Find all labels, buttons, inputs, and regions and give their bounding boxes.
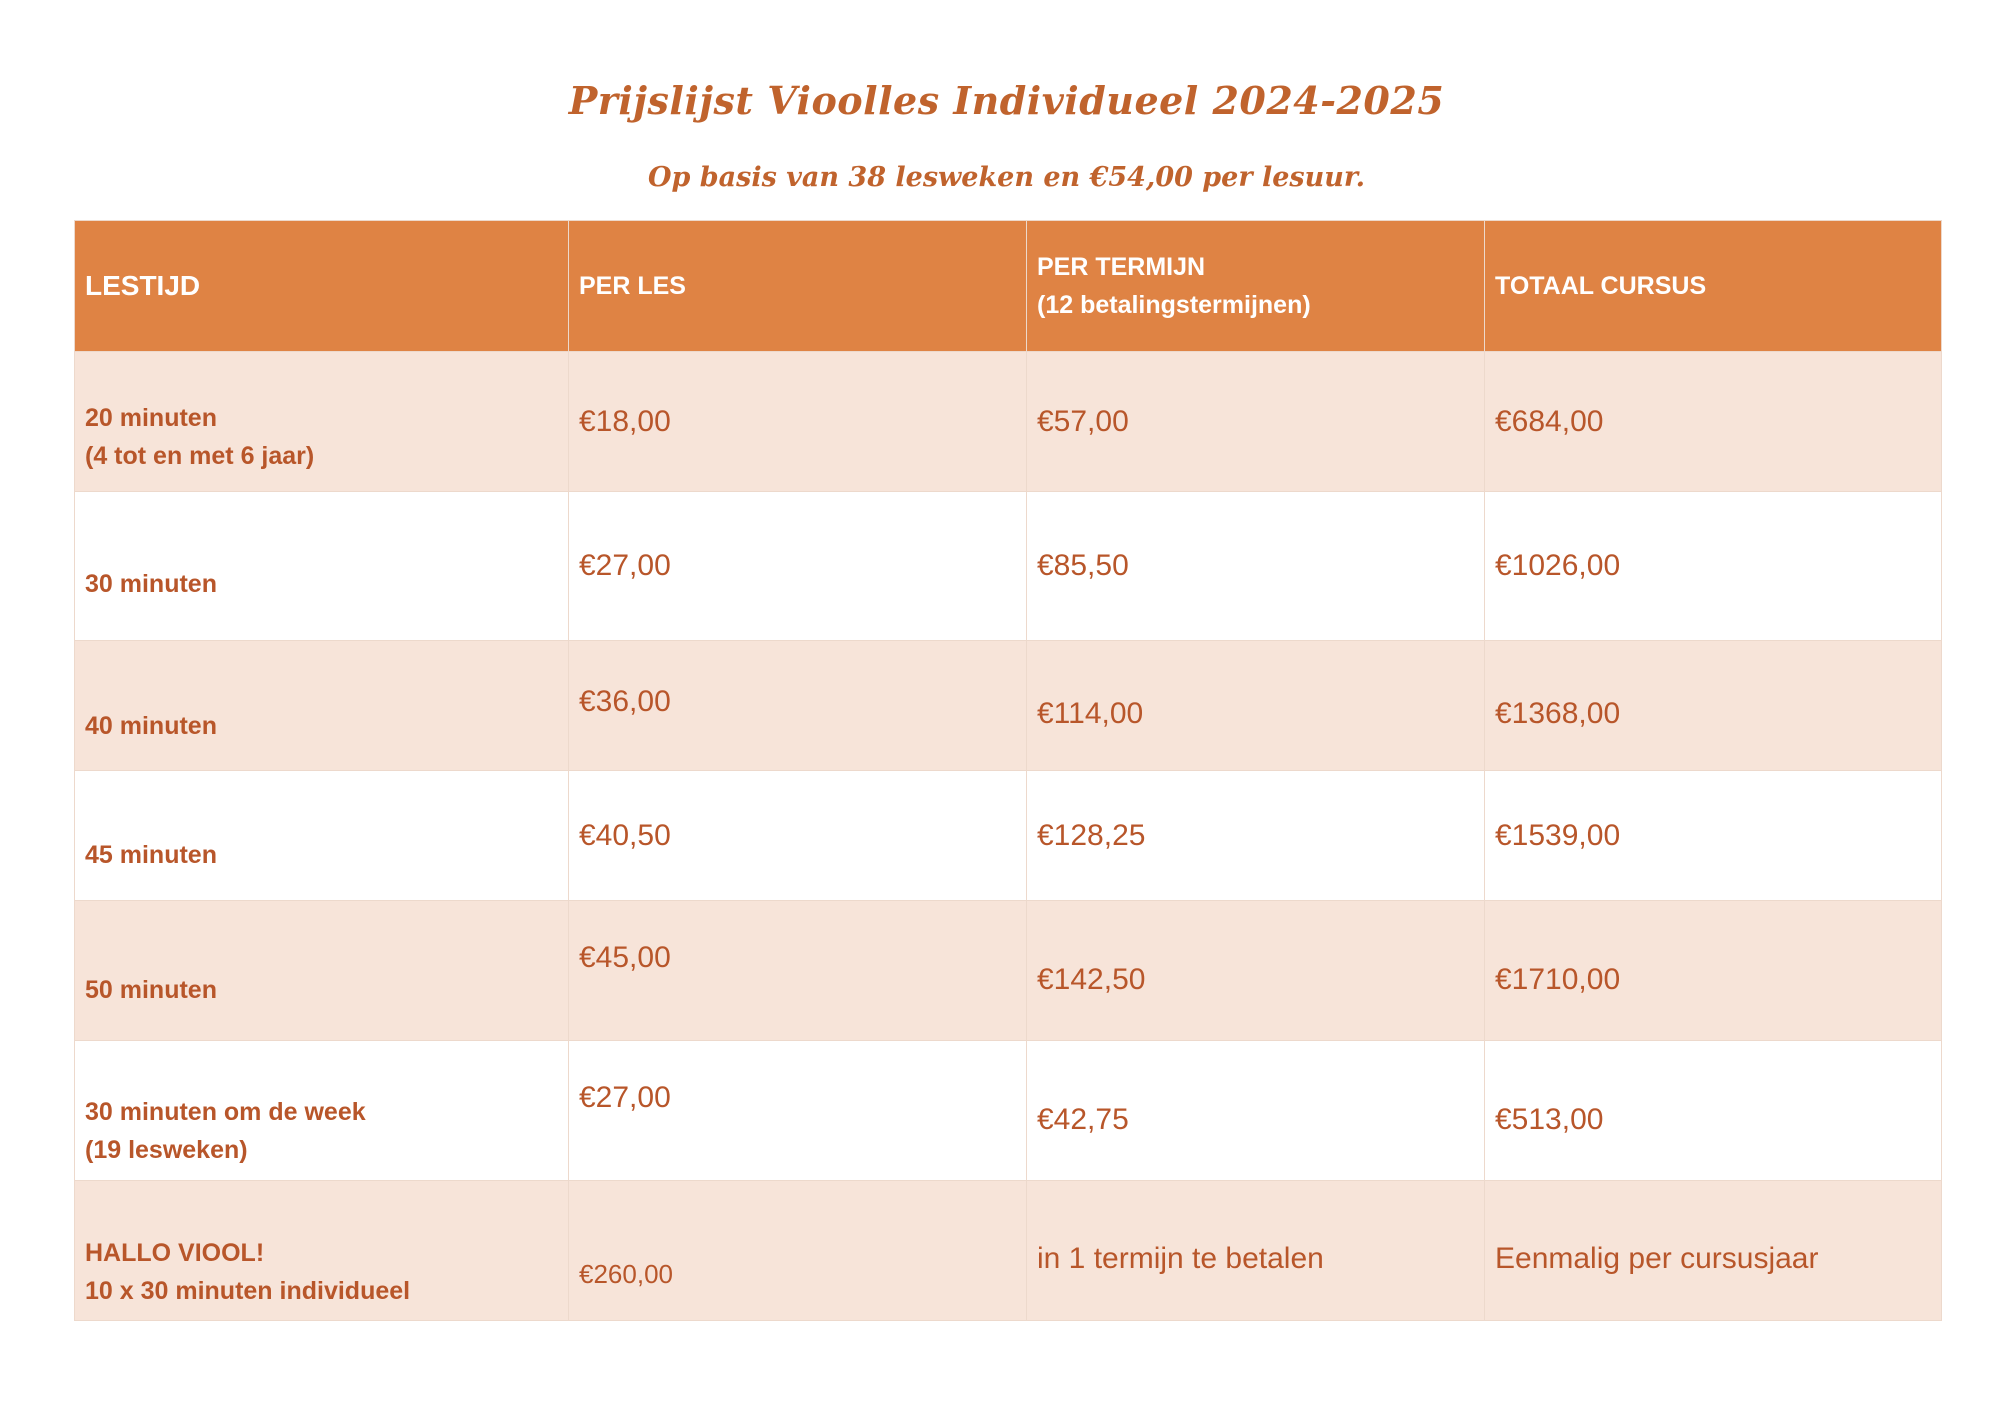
totaal-cell: €1710,00 bbox=[1485, 901, 1942, 1041]
per-les-cell: €260,00 bbox=[569, 1181, 1027, 1321]
row-label-cell bbox=[75, 352, 569, 492]
table-row bbox=[75, 492, 1942, 641]
totaal-cell: €1368,00 bbox=[1485, 641, 1942, 771]
table-row bbox=[75, 352, 1942, 492]
per-les-cell: €27,00 bbox=[569, 492, 1027, 641]
table-header-row bbox=[75, 221, 1942, 352]
totaal-cell: €1026,00 bbox=[1485, 492, 1942, 641]
table-row bbox=[75, 1181, 1942, 1321]
per-termijn-cell: €85,50 bbox=[1027, 492, 1485, 641]
row-sublabel: (19 lesweken) bbox=[85, 1135, 248, 1164]
table-row bbox=[75, 901, 1942, 1041]
per-termijn-cell: in 1 termijn te betalen bbox=[1027, 1181, 1485, 1321]
per-les-cell: €40,50 bbox=[569, 771, 1027, 901]
row-sublabel: (4 tot en met 6 jaar) bbox=[85, 441, 315, 470]
row-label-cell bbox=[75, 1041, 569, 1181]
totaal-cell: €1539,00 bbox=[1485, 771, 1942, 901]
row-label-cell bbox=[75, 641, 569, 771]
per-les-cell: €36,00 bbox=[569, 641, 1027, 771]
per-les-cell: €27,00 bbox=[569, 1041, 1027, 1181]
page-title: Prijslijst Vioolles Individueel 2024-2025 bbox=[568, 78, 1445, 123]
header-totaal: TOTAAL CURSUS bbox=[1485, 221, 1942, 352]
totaal-cell: Eenmalig per cursusjaar bbox=[1485, 1181, 1942, 1321]
totaal-cell: €684,00 bbox=[1485, 352, 1942, 492]
row-label-cell bbox=[75, 492, 569, 641]
table-row bbox=[75, 641, 1942, 771]
header-per-termijn bbox=[1027, 221, 1485, 352]
per-les-cell: €45,00 bbox=[569, 901, 1027, 1041]
page-subtitle: Op basis van 38 lesweken en €54,00 per lesuur. bbox=[647, 162, 1366, 193]
per-termijn-cell: €128,25 bbox=[1027, 771, 1485, 901]
header-per-termijn-sub: (12 betalingstermijnen) bbox=[1037, 291, 1311, 319]
row-label: 20 minuten bbox=[85, 403, 217, 432]
row-label: 30 minuten bbox=[85, 570, 217, 598]
table-row bbox=[75, 771, 1942, 901]
per-termijn-cell: €42,75 bbox=[1027, 1041, 1485, 1181]
table-row bbox=[75, 1041, 1942, 1181]
row-label: 45 minuten bbox=[85, 841, 217, 869]
header-lestijd: LESTIJD bbox=[75, 221, 569, 352]
row-label: 40 minuten bbox=[85, 711, 217, 740]
header-per-termijn-label: PER TERMIJN bbox=[1037, 253, 1206, 281]
header-per-les: PER LES bbox=[569, 221, 1027, 352]
row-label: HALLO VIOOL! bbox=[85, 1238, 265, 1267]
row-label-cell bbox=[75, 771, 569, 901]
totaal-cell: €513,00 bbox=[1485, 1041, 1942, 1181]
row-label-cell bbox=[75, 1181, 569, 1321]
row-label: 30 minuten om de week bbox=[85, 1097, 366, 1126]
row-label: 50 minuten bbox=[85, 975, 217, 1004]
per-les-cell: €18,00 bbox=[569, 352, 1027, 492]
price-table bbox=[74, 220, 1942, 1321]
per-termijn-cell: €57,00 bbox=[1027, 352, 1485, 492]
row-sublabel: 10 x 30 minuten individueel bbox=[85, 1276, 411, 1305]
per-termijn-cell: €142,50 bbox=[1027, 901, 1485, 1041]
per-termijn-cell: €114,00 bbox=[1027, 641, 1485, 771]
row-label-cell bbox=[75, 901, 569, 1041]
